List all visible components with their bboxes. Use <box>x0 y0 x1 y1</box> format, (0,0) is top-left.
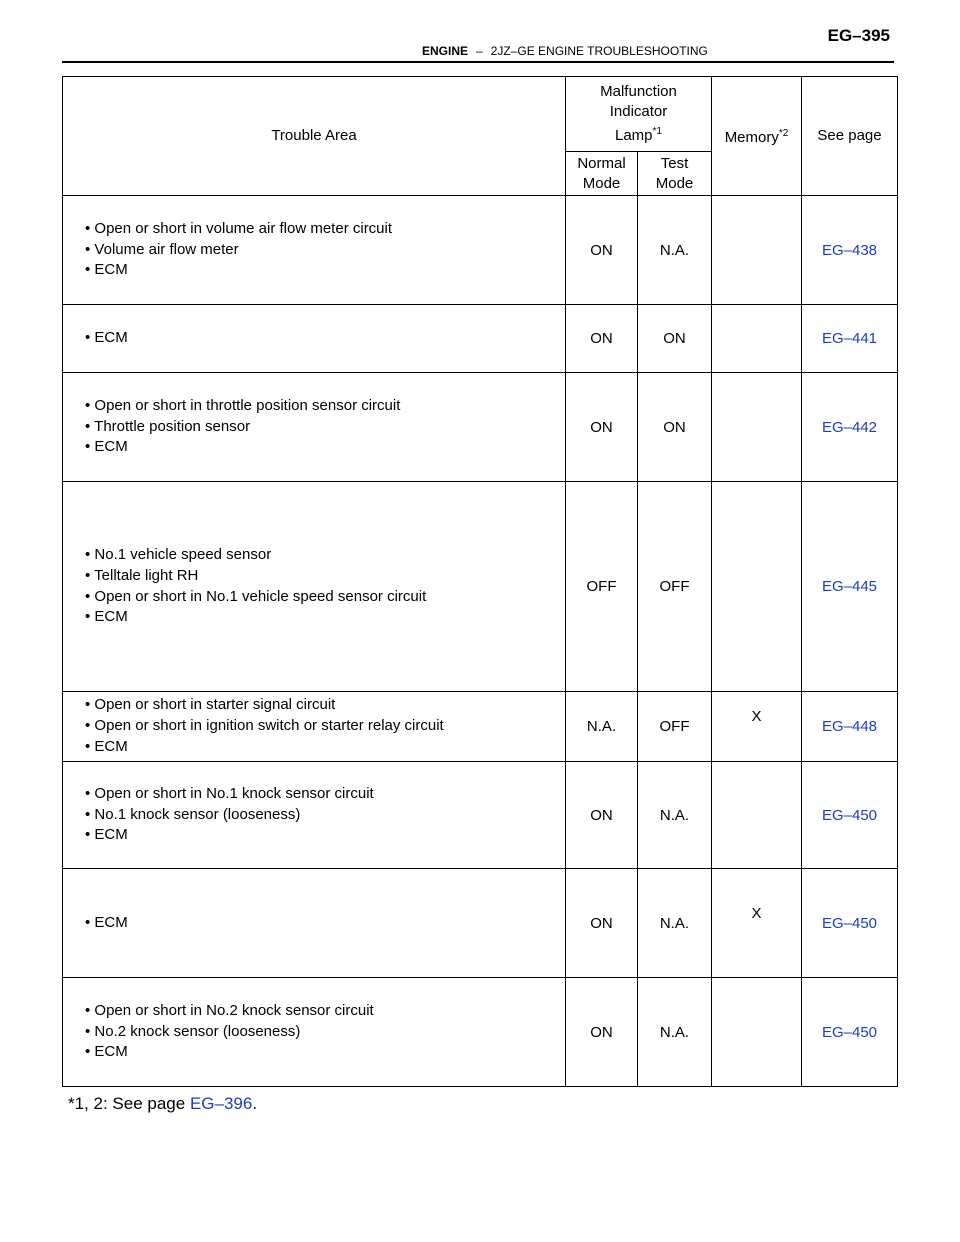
header-section: ENGINE <box>422 44 469 58</box>
header-memory: Memory$^{*2}$ <box>712 77 802 196</box>
trouble-area-cell <box>63 305 566 373</box>
normal-mode-cell: ON <box>566 196 638 305</box>
memory-cell <box>712 692 802 762</box>
trouble-area-cell <box>63 482 566 692</box>
trouble-area-cell <box>63 869 566 978</box>
memory-cell <box>712 305 802 373</box>
trouble-area-item: • Telltale light RH <box>85 566 565 587</box>
trouble-area-item: • Throttle position sensor <box>85 417 565 438</box>
memory-cell <box>712 978 802 1087</box>
normal-mode-cell: ON <box>566 869 638 978</box>
memory-x-mark: X <box>751 708 762 725</box>
table-row <box>63 373 898 482</box>
trouble-area-item: • ECM <box>85 825 565 846</box>
header-trouble-area: Trouble Area <box>63 77 566 196</box>
table-row <box>63 762 898 869</box>
trouble-area-item: • Open or short in No.2 knock sensor circuit <box>85 1001 565 1022</box>
trouble-area-cell <box>63 762 566 869</box>
header-subtitle: 2JZ–GE ENGINE TROUBLESHOOTING <box>490 44 708 58</box>
see-page-link[interactable]: EG–450 <box>802 869 898 978</box>
trouble-area-item: • ECM <box>85 607 565 628</box>
test-mode-cell: ON <box>638 305 712 373</box>
memory-cell <box>712 196 802 305</box>
memory-cell <box>712 762 802 869</box>
footnote: *1, 2: See page EG–396. <box>68 1094 258 1113</box>
see-page-link[interactable]: EG–445 <box>802 482 898 692</box>
table-row <box>63 869 898 978</box>
memory-cell <box>712 482 802 692</box>
header-test-mode: Test Mode <box>638 152 712 196</box>
normal-mode-cell: ON <box>566 762 638 869</box>
trouble-area-cell <box>63 692 566 762</box>
header-mil: Malfunction Indicator Lamp$^{*1}$ <box>566 77 712 152</box>
see-page-link[interactable]: EG–450 <box>802 762 898 869</box>
footnote-link[interactable]: EG–396 <box>189 1094 253 1113</box>
trouble-area-item: • No.2 knock sensor (looseness) <box>85 1022 565 1043</box>
trouble-area-item: • Open or short in starter signal circuit <box>85 695 565 716</box>
test-mode-cell: OFF <box>638 692 712 762</box>
trouble-area-item: • Volume air flow meter <box>85 240 565 261</box>
table-row <box>63 482 898 692</box>
memory-cell <box>712 869 802 978</box>
trouble-area-item: • Open or short in No.1 knock sensor circuit <box>85 784 565 805</box>
test-mode-cell: ON <box>638 373 712 482</box>
normal-mode-cell: OFF <box>566 482 638 692</box>
trouble-area-item: • No.1 knock sensor (looseness) <box>85 805 565 826</box>
trouble-area-cell <box>63 196 566 305</box>
header-rule <box>62 61 894 63</box>
trouble-area-item: • ECM <box>85 1042 565 1063</box>
header-normal-mode: Normal Mode <box>566 152 638 196</box>
table-row <box>63 196 898 305</box>
trouble-area-cell <box>63 373 566 482</box>
normal-mode-cell: N.A. <box>566 692 638 762</box>
see-page-link[interactable]: EG–442 <box>802 373 898 482</box>
trouble-area-item: • Open or short in ignition switch or starter relay circuit <box>85 716 565 737</box>
trouble-area-item: • Open or short in throttle position sensor circuit <box>85 396 565 417</box>
page-header <box>62 22 894 62</box>
trouble-area-item: • Open or short in volume air flow meter circuit <box>85 219 565 240</box>
trouble-area-item: • ECM <box>85 737 565 758</box>
see-page-link[interactable]: EG–448 <box>802 692 898 762</box>
trouble-area-item: • ECM <box>85 260 565 281</box>
test-mode-cell: OFF <box>638 482 712 692</box>
see-page-link[interactable]: EG–450 <box>802 978 898 1087</box>
trouble-area-item: • Open or short in No.1 vehicle speed sensor circuit <box>85 587 565 608</box>
test-mode-cell: N.A. <box>638 978 712 1087</box>
header-title <box>422 44 708 58</box>
see-page-link[interactable]: EG–438 <box>802 196 898 305</box>
header-see-page: See page <box>802 77 898 196</box>
trouble-area-cell <box>63 978 566 1087</box>
header-dash: – <box>476 44 483 58</box>
normal-mode-cell: ON <box>566 978 638 1087</box>
table-row <box>63 978 898 1087</box>
memory-cell <box>712 373 802 482</box>
troubleshooting-table <box>62 76 898 1087</box>
test-mode-cell: N.A. <box>638 196 712 305</box>
page-number: EG–395 <box>827 26 890 45</box>
trouble-area-item: • ECM <box>85 913 565 934</box>
normal-mode-cell: ON <box>566 305 638 373</box>
test-mode-cell: N.A. <box>638 869 712 978</box>
table-row <box>63 692 898 762</box>
trouble-area-item: • No.1 vehicle speed sensor <box>85 545 565 566</box>
normal-mode-cell: ON <box>566 373 638 482</box>
see-page-link[interactable]: EG–441 <box>802 305 898 373</box>
table-row <box>63 305 898 373</box>
test-mode-cell: N.A. <box>638 762 712 869</box>
trouble-area-item: • ECM <box>85 437 565 458</box>
trouble-area-item: • ECM <box>85 328 565 349</box>
memory-x-mark: X <box>751 904 762 922</box>
